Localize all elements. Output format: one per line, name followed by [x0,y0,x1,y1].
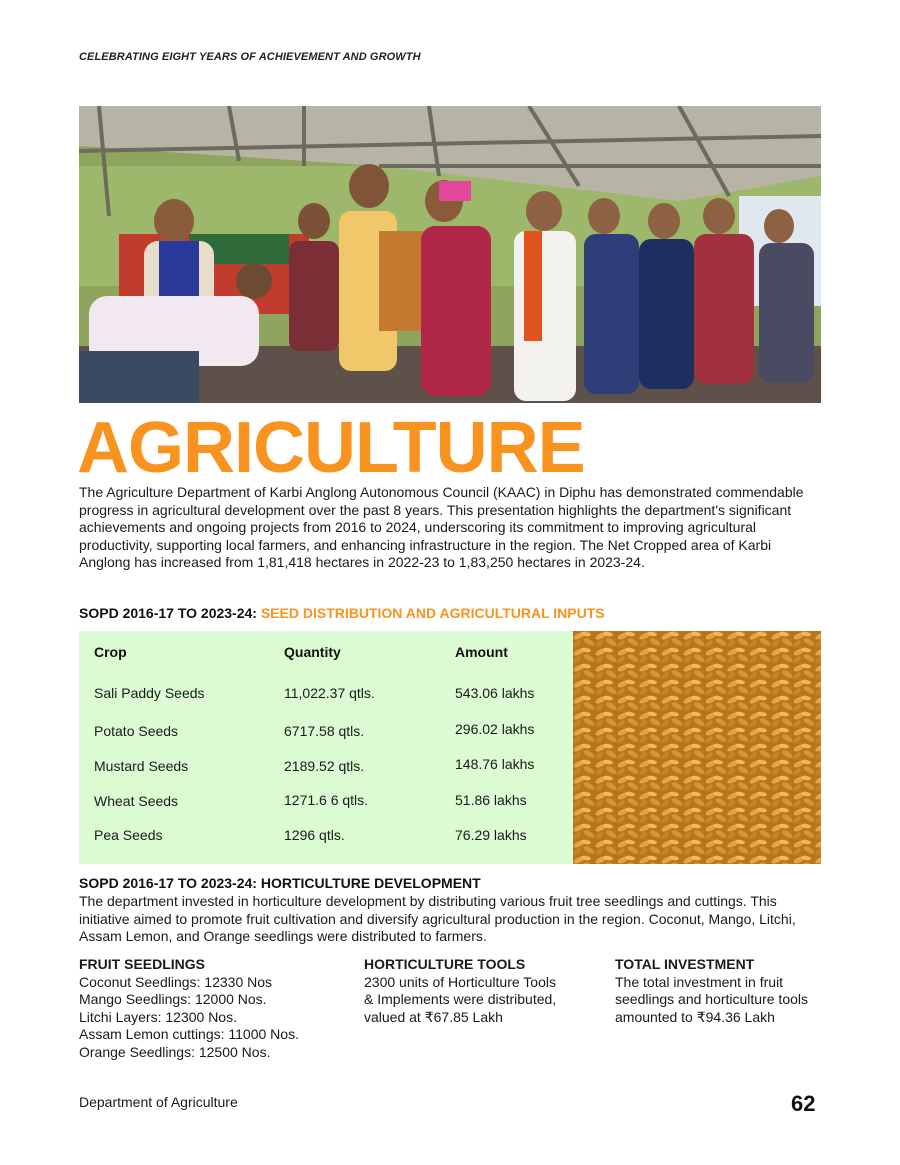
investment-line: amounted to ₹94.36 Lakh [615,1008,775,1025]
tools-line: valued at ₹67.85 Lakh [364,1008,503,1025]
footer-department: Department of Agriculture [79,1094,238,1110]
page-title: AGRICULTURE [77,408,585,488]
horticulture-tools-block [364,956,556,1026]
investment-line: seedlings and horticulture tools [615,991,809,1008]
row-crop: Wheat Seeds [94,793,179,809]
column-header-amount: Amount [455,644,508,660]
seed-section-heading [79,605,605,621]
fruit-seedlings-heading: FRUIT SEEDLINGS [79,956,206,972]
seed-heading-prefix: SOPD 2016-17 TO 2023-24: [79,605,261,621]
column-header-crop: Crop [94,644,127,660]
fruit-seedlings-line: Mango Seedlings: 12000 Nos. [79,991,267,1008]
seed-heading-accent: SEED DISTRIBUTION AND AGRICULTURAL INPUTS [260,605,605,621]
row-amount: 76.29 lakhs [455,827,527,843]
fruit-seedlings-line: Coconut Seedlings: 12330 Nos [79,973,273,990]
row-quantity: 11,022.37 qtls. [284,685,375,701]
total-investment-block [615,956,808,1026]
row-quantity: 2189.52 qtls. [284,758,365,774]
investment-line: The total investment in fruit [615,973,784,990]
photo-icon [79,106,821,403]
fruit-seedlings-line: Litchi Layers: 12300 Nos. [79,1008,237,1025]
fruit-seedlings-block [79,956,299,1062]
row-amount: 296.02 lakhs [455,721,535,737]
investment-heading: TOTAL INVESTMENT [615,956,755,972]
tools-line: & Implements were distributed, [364,991,557,1008]
row-quantity: 6717.58 qtls. [284,723,365,739]
horticulture-heading: SOPD 2016-17 TO 2023-24: HORTICULTURE DEVELOPMENT [79,875,481,891]
row-crop: Mustard Seeds [94,758,189,774]
event-photo [79,106,821,403]
header-tagline: CELEBRATING EIGHT YEARS OF ACHIEVEMENT AND GROWTH [79,51,421,63]
row-quantity: 1296 qtls. [284,827,345,843]
row-crop: Potato Seeds [94,723,179,739]
row-crop: Sali Paddy Seeds [94,685,205,701]
fruit-seedlings-line: Orange Seedlings: 12500 Nos. [79,1043,271,1060]
column-header-quantity: Quantity [284,644,341,660]
paddy-grain-icon [573,631,821,864]
row-amount: 543.06 lakhs [455,685,535,701]
horticulture-paragraph: The department invested in horticulture development by distributing various fruit tree seedlings and cuttings. This initiative aimed to promote fruit cultivation and diversify agricultural production in the region. Coconut, Mango, Litchi, Assam Lemon, and Orange seedlings were distributed to farmers. [79,893,796,945]
row-amount: 148.76 lakhs [455,756,535,772]
page-number: 62 [791,1091,816,1116]
row-quantity: 1271.6 6 qtls. [284,792,369,808]
row-amount: 51.86 lakhs [455,792,527,808]
seed-distribution-table [79,631,573,864]
tools-line: 2300 units of Horticulture Tools [364,973,556,990]
row-crop: Pea Seeds [94,827,163,843]
intro-paragraph: The Agriculture Department of Karbi Anglong Autonomous Council (KAAC) in Diphu has demonstrated commendable progress in agricultural development over the past 8 years. This presentation highlights the department's significant achievements and ongoing projects from 2016 to 2024, underscoring its commitment to improving agricultural productivity, supporting local farmers, and enhancing infrastructure in the region. The Net Cropped area of Karbi Anglong has increased from 1,81,418 hectares in 2022-23 to 1,83,250 hectares in 2023-24. [79,484,804,571]
fruit-seedlings-line: Assam Lemon cuttings: 11000 Nos. [79,1026,299,1043]
grain-photo [573,631,821,864]
tools-heading: HORTICULTURE TOOLS [364,956,526,972]
